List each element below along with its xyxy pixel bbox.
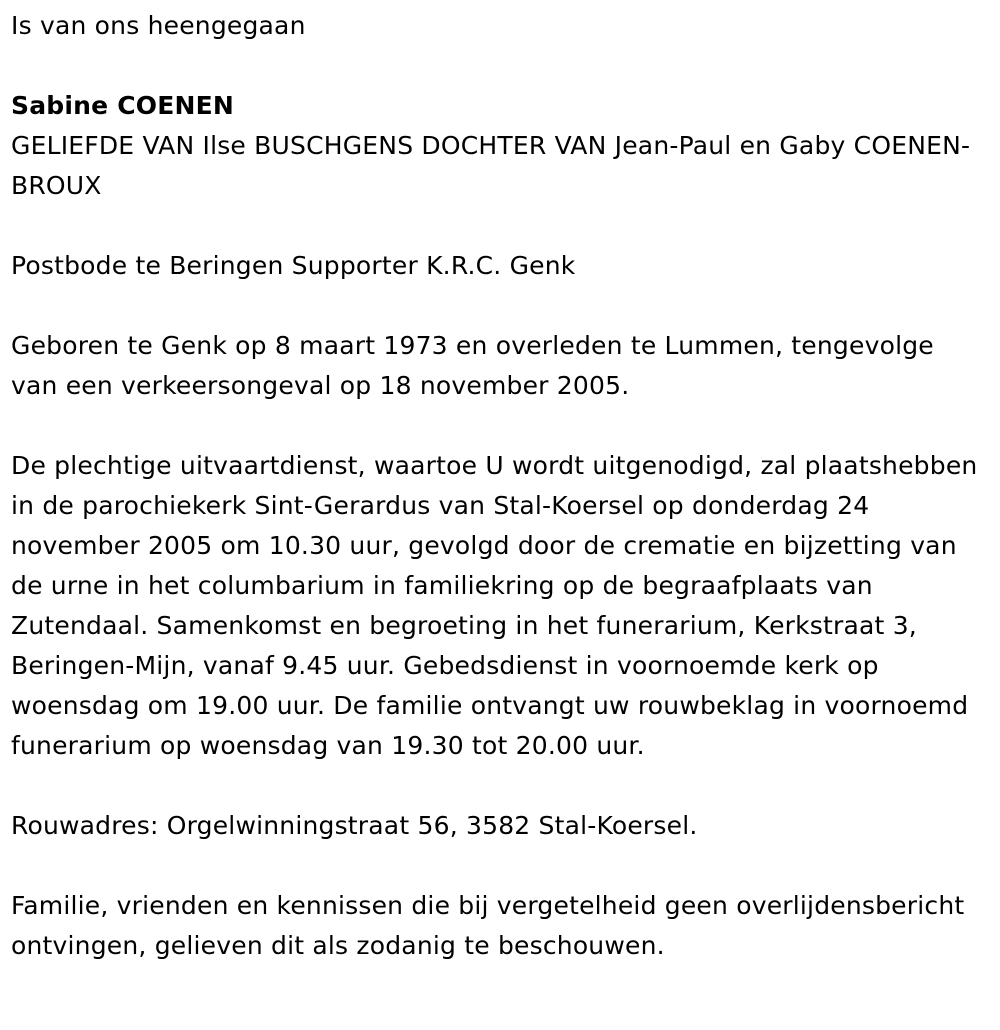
occupation-text: Postbode te Beringen Supporter K.R.C. Genk bbox=[11, 251, 576, 280]
intro-text: Is van ons heengegaan bbox=[11, 11, 306, 40]
mourning-address-text: Rouwadres: Orgelwinningstraat 56, 3582 Stal-Koersel. bbox=[11, 811, 698, 840]
birth-death-text: Geboren te Genk op 8 maart 1973 en overleden te Lummen, tengevolge van een verkeersongeval op 18 november 2005. bbox=[11, 331, 934, 400]
relation-text: GELIEFDE VAN Ilse BUSCHGENS DOCHTER VAN Jean-Paul en Gaby COENEN-BROUX bbox=[11, 131, 971, 200]
closing-text: Familie, vrienden en kennissen die bij vergetelheid geen overlijdensbericht ontvingen, gelieven dit als zodanig te beschouwen. bbox=[11, 891, 965, 960]
funeral-details-text: De plechtige uitvaartdienst, waartoe U wordt uitgenodigd, zal plaatshebben in de parochiekerk Sint-Gerardus van Stal-Koersel op donderdag 24 november 2005 om 10.30 uur, gevolgd door de crematie en bijzetting van de urne in het columbarium in familiekring op de begraafplaats van Zutendaal. Samenkomst en begroeting in het funerarium, Kerkstraat 3, Beringen-Mijn, vanaf 9.45 uur. Gebedsdienst in voornoemde kerk op woensdag om 19.00 uur. De familie ontvangt uw rouwbeklag in voornoemd funerarium op woensdag van 19.30 tot 20.00 uur. bbox=[11, 451, 978, 760]
deceased-name: Sabine COENEN bbox=[11, 91, 234, 120]
